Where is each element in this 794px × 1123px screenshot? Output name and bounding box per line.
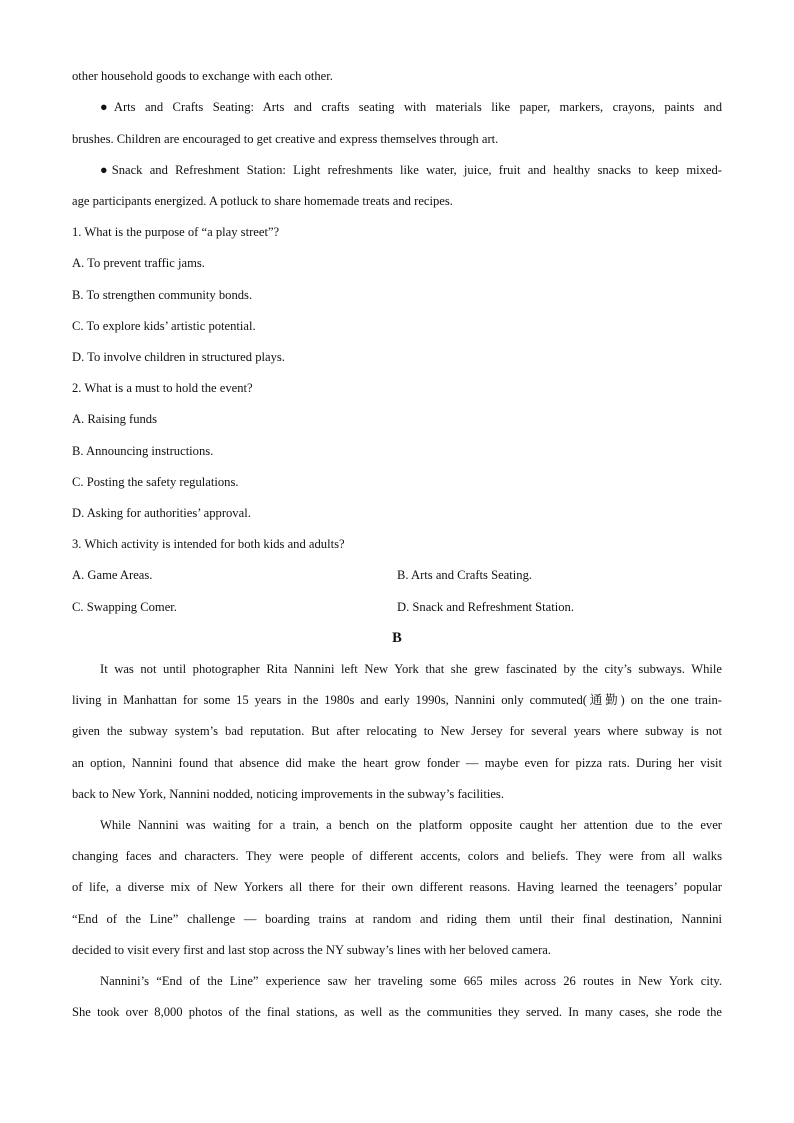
paragraph-1-line: living in Manhattan for some 15 years in the 1980s and early 1990s, Nannini only commuted(通勤) on the one train-: [72, 693, 722, 707]
paragraph-2-line: of life, a diverse mix of New Yorkers all there for their own different reasons. Having learned the teenagers’ popular: [72, 880, 722, 894]
paragraph-1-line: an option, Nannini found that absence did make the heart grow fonder — maybe even for pizza rats. During her visit: [72, 756, 722, 770]
question-3-option-b: B. Arts and Crafts Seating.: [397, 568, 533, 582]
paragraph-2-line: decided to visit every first and last stop across the NY subway’s lines with her beloved camera.: [72, 943, 552, 957]
paragraph-3-line: She took over 8,000 photos of the final stations, as well as the communities they served. In many cases, she rode the: [72, 1005, 722, 1019]
arts-crafts-bullet-cont: brushes. Children are encouraged to get creative and express themselves through art.: [72, 132, 499, 146]
paragraph-3-line: Nannini’s “End of the Line” experience saw her traveling some 665 miles across 26 routes in New York city.: [100, 974, 722, 988]
paragraph-2-line: “End of the Line” challenge — boarding trains at random and riding them until their final destination, Nannini: [72, 912, 722, 926]
question-1-stem: 1. What is the purpose of “a play street”?: [72, 225, 280, 239]
question-3-stem: 3. Which activity is intended for both kids and adults?: [72, 537, 345, 551]
question-3-option-a: A. Game Areas.: [72, 568, 153, 582]
paragraph-2-line: While Nannini was waiting for a train, a bench on the platform opposite caught her attention due to the ever: [100, 818, 722, 832]
section-heading: B: [392, 630, 402, 646]
question-2-option-d: D. Asking for authorities’ approval.: [72, 506, 251, 520]
arts-crafts-bullet: ●Arts and Crafts Seating: Arts and crafts seating with materials like paper, markers, crayons, paints and: [100, 100, 722, 114]
question-3-option-c: C. Swapping Comer.: [72, 600, 177, 614]
passage-a-line: other household goods to exchange with each other.: [72, 69, 333, 83]
paragraph-2-line: changing faces and characters. They were people of different accents, colors and beliefs. They were from all walks: [72, 849, 722, 863]
question-1-option-d: D. To involve children in structured plays.: [72, 350, 285, 364]
question-2-option-b: B. Announcing instructions.: [72, 444, 214, 458]
question-1-option-b: B. To strengthen community bonds.: [72, 288, 253, 302]
paragraph-1-line: given the subway system’s bad reputation. But after relocating to New Jersey for several years where subway is not: [72, 724, 722, 738]
question-1-option-a: A. To prevent traffic jams.: [72, 256, 205, 270]
question-2-option-c: C. Posting the safety regulations.: [72, 475, 239, 489]
paragraph-1-line: It was not until photographer Rita Nannini left New York that she grew fascinated by the city’s subways. While: [100, 662, 722, 676]
question-2-option-a: A. Raising funds: [72, 412, 158, 426]
paragraph-1-line: back to New York, Nannini nodded, noticing improvements in the subway’s facilities.: [72, 787, 504, 801]
question-2-stem: 2. What is a must to hold the event?: [72, 381, 253, 395]
question-1-option-c: C. To explore kids’ artistic potential.: [72, 319, 256, 333]
snack-station-bullet-cont: age participants energized. A potluck to share homemade treats and recipes.: [72, 194, 453, 208]
snack-station-bullet: ●Snack and Refreshment Station: Light refreshments like water, juice, fruit and healthy snacks to keep mixed-: [100, 163, 722, 177]
question-3-option-d: D. Snack and Refreshment Station.: [397, 600, 574, 614]
